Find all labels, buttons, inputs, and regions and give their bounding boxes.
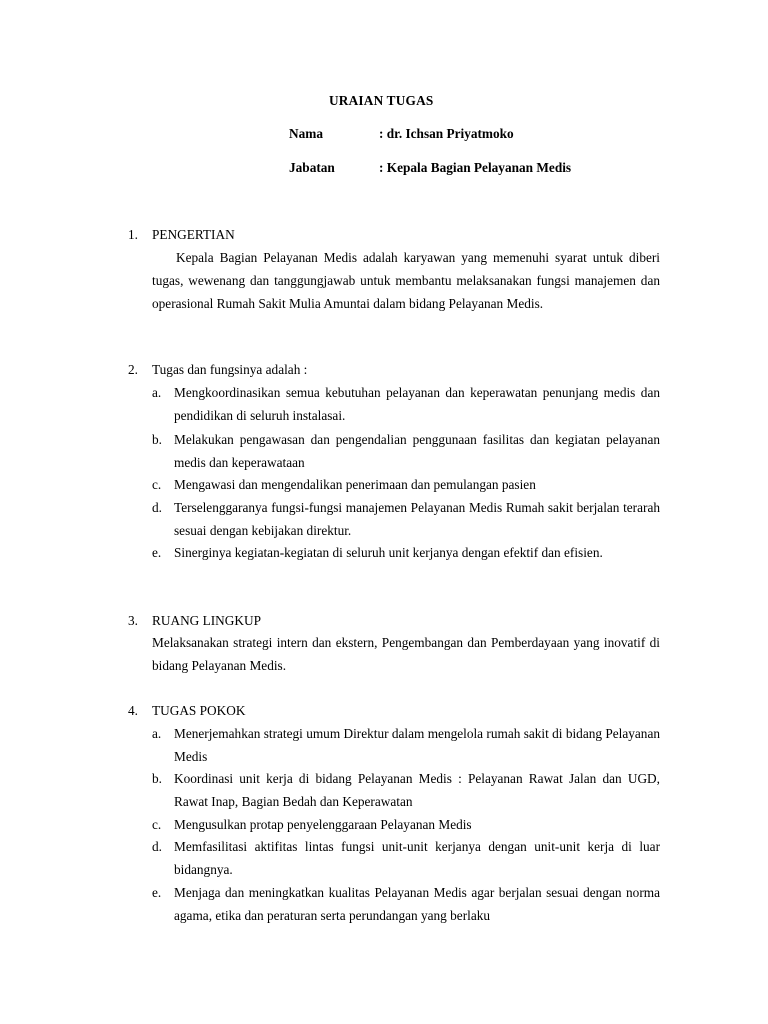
section-title: Tugas dan fungsinya adalah : — [152, 362, 308, 377]
section-1-heading — [128, 227, 235, 243]
document-title: URAIAN TUGAS — [329, 93, 434, 108]
list-item — [152, 813, 660, 836]
list-item — [152, 881, 660, 927]
list-text: Mengusulkan protap penyelenggaraan Pelayanan Medis — [174, 817, 472, 832]
list-text: Menerjemahkan strategi umum Direktur dalam mengelola rumah sakit di bidang Pelayanan Medis — [174, 726, 660, 764]
jabatan-value: : Kepala Bagian Pelayanan Medis — [379, 160, 572, 175]
list-item — [152, 541, 660, 564]
list-letter: c. — [152, 817, 162, 832]
list-letter: a. — [152, 726, 162, 741]
section-number: 1. — [128, 227, 138, 242]
section-number: 3. — [128, 613, 138, 628]
section-3-heading — [128, 613, 261, 629]
list-item — [152, 767, 660, 813]
section-number: 2. — [128, 362, 138, 377]
nama-value: : dr. Ichsan Priyatmoko — [379, 126, 514, 141]
list-text: Melakukan pengawasan dan pengendalian penggunaan fasilitas dan kegiatan pelayanan medis dan keperawataan — [174, 432, 660, 470]
section-1-paragraph: Kepala Bagian Pelayanan Medis adalah karyawan yang memenuhi syarat untuk diberi tugas, wewenang dan tanggungjawab untuk membantu melaksanakan fungsi manajemen dan operasional Rumah Sakit Mulia Amuntai dalam bidang Pelayanan Medis. — [152, 250, 660, 311]
nama-row — [289, 126, 514, 142]
section-title: RUANG LINGKUP — [152, 613, 261, 628]
list-letter: e. — [152, 545, 162, 560]
list-letter: a. — [152, 385, 162, 400]
list-item — [152, 473, 660, 496]
section-title: TUGAS POKOK — [152, 703, 246, 718]
list-letter: b. — [152, 771, 162, 786]
list-letter: c. — [152, 477, 162, 492]
list-text: Terselenggaranya fungsi-fungsi manajemen Pelayanan Medis Rumah sakit berjalan terarah sesuai dengan kebijakan direktur. — [174, 500, 660, 538]
list-letter: b. — [152, 432, 162, 447]
list-item — [152, 835, 660, 881]
list-text: Memfasilitasi aktifitas lintas fungsi unit-unit kerjanya dengan unit-unit kerja di luar bidangnya. — [174, 839, 660, 877]
jabatan-label: Jabatan — [289, 160, 335, 175]
section-4-heading — [128, 703, 245, 719]
list-text: Koordinasi unit kerja di bidang Pelayanan Medis : Pelayanan Rawat Jalan dan UGD, Rawat Inap, Bagian Bedah dan Keperawatan — [174, 771, 660, 809]
list-text: Menjaga dan meningkatkan kualitas Pelayanan Medis agar berjalan sesuai dengan norma agama, etika dan peraturan serta perundangan yang berlaku — [174, 885, 660, 923]
nama-label: Nama — [289, 126, 323, 141]
list-item — [152, 428, 660, 474]
list-text: Mengkoordinasikan semua kebutuhan pelayanan dan keperawatan penunjang medis dan pendidikan di seluruh instalasai. — [174, 385, 660, 423]
list-letter: e. — [152, 885, 162, 900]
list-letter: d. — [152, 500, 162, 515]
list-text: Sinerginya kegiatan-kegiatan di seluruh unit kerjanya dengan efektif dan efisien. — [174, 545, 603, 560]
section-title: PENGERTIAN — [152, 227, 235, 242]
section-3-paragraph: Melaksanakan strategi intern dan ekstern, Pengembangan dan Pemberdayaan yang inovatif di bidang Pelayanan Medis. — [152, 635, 660, 673]
list-letter: d. — [152, 839, 162, 854]
list-item — [152, 381, 660, 427]
section-number: 4. — [128, 703, 138, 718]
list-text: Mengawasi dan mengendalikan penerimaan dan pemulangan pasien — [174, 477, 536, 492]
jabatan-row — [289, 160, 571, 176]
list-item — [152, 496, 660, 542]
list-item — [152, 722, 660, 768]
section-2-heading — [128, 362, 307, 378]
